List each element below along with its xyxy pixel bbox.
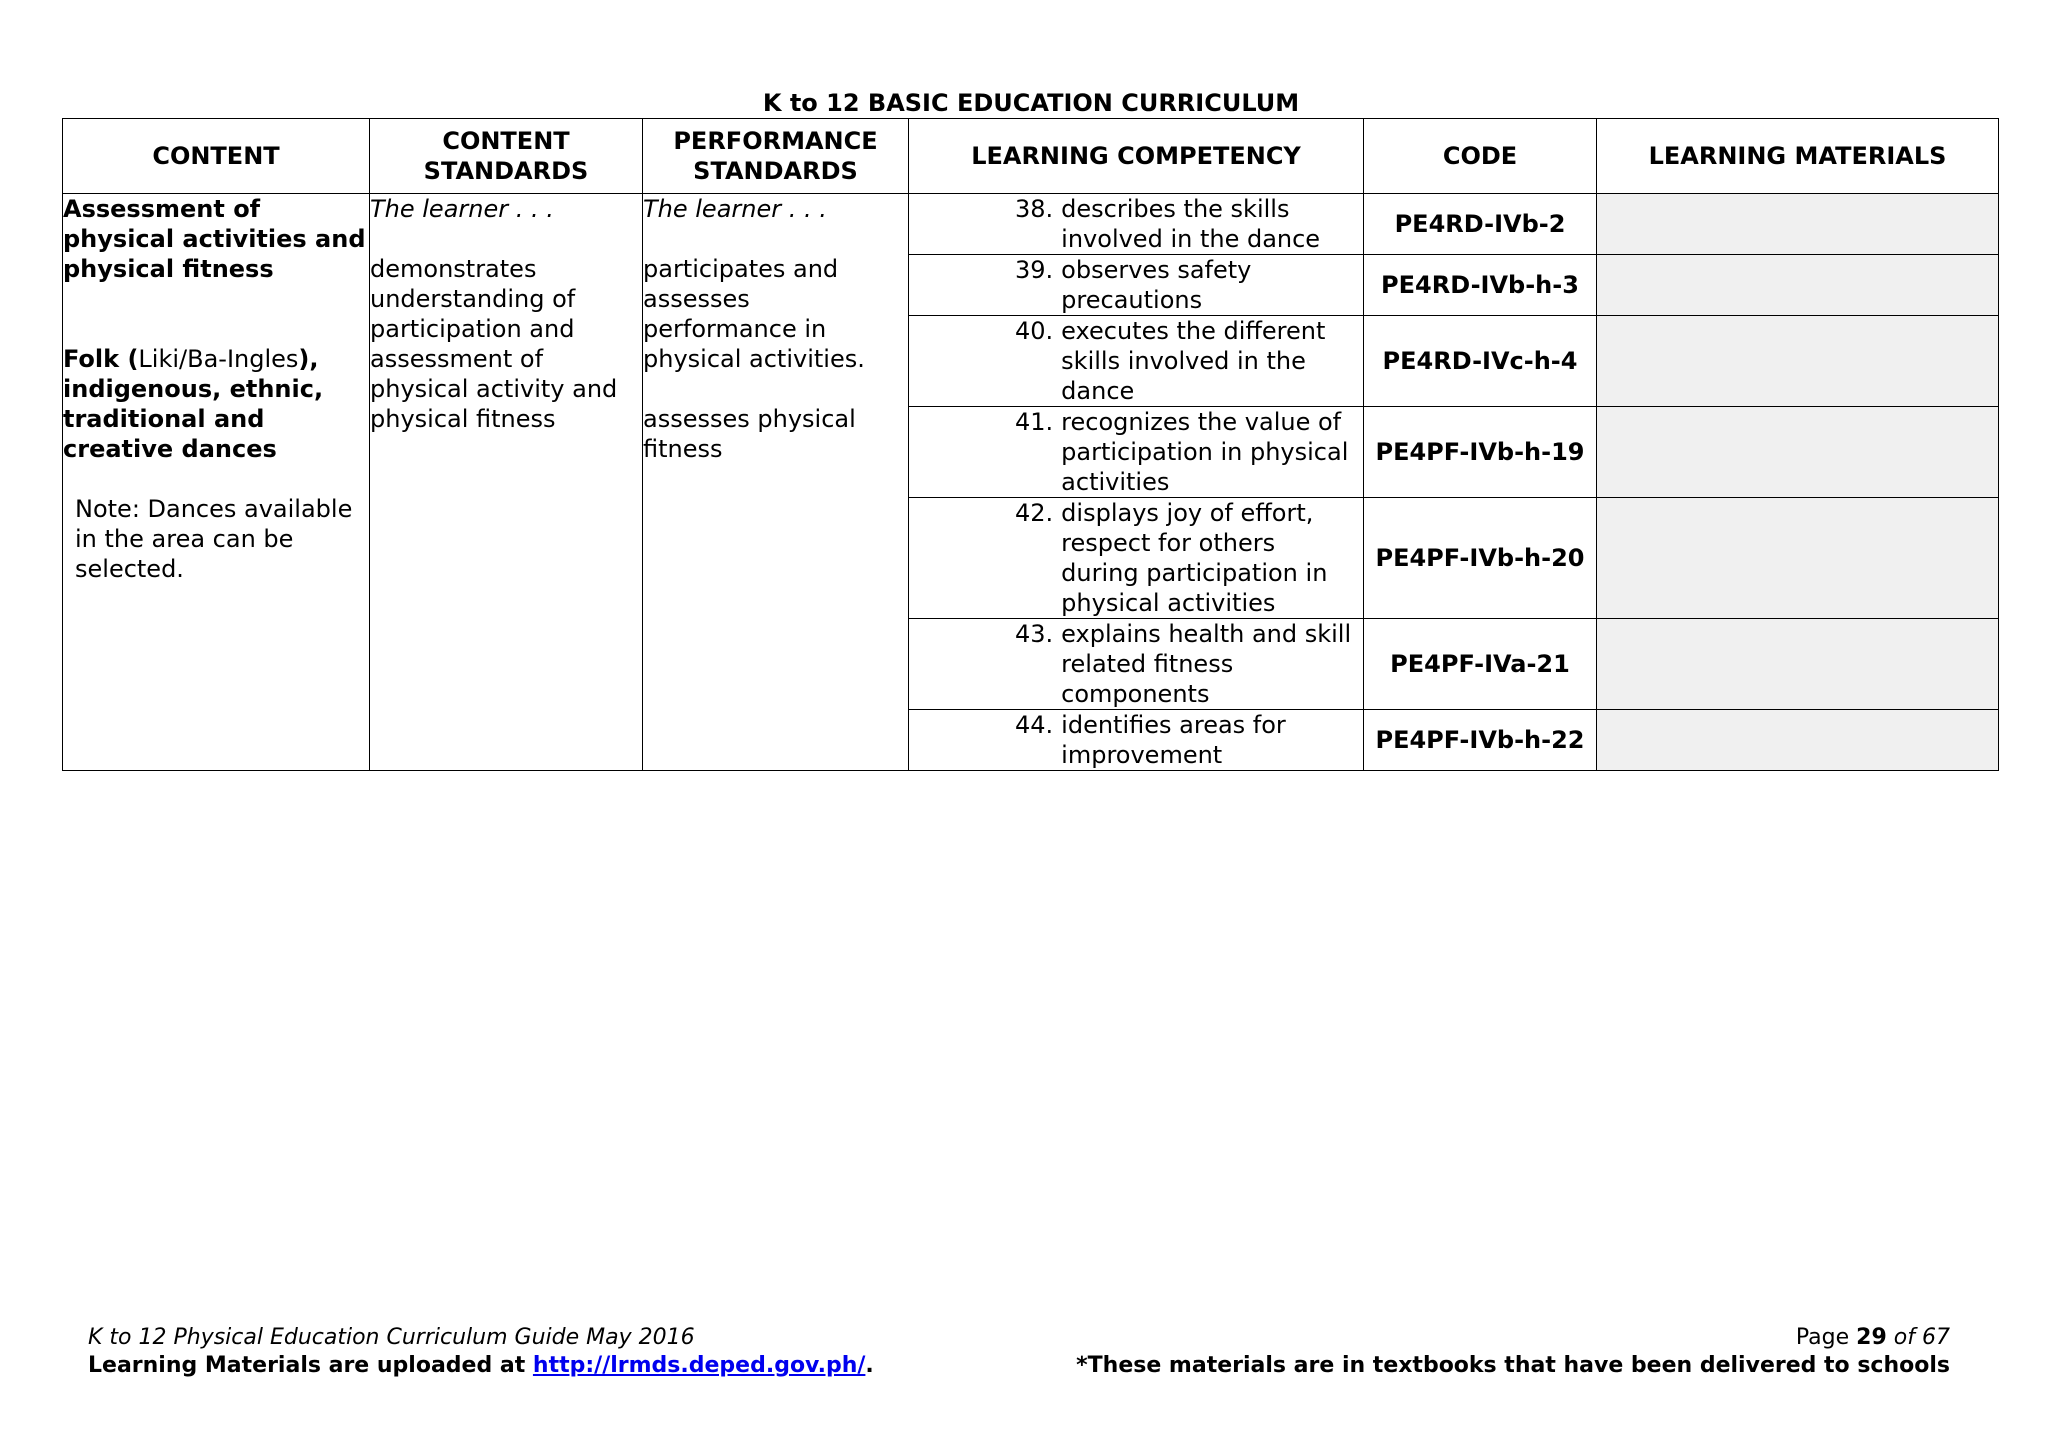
competency-cell: [909, 255, 1364, 316]
materials-cell: [1597, 619, 1999, 710]
code-cell: PE4RD-IVc-h-4: [1364, 316, 1597, 407]
content-cell: [63, 194, 370, 771]
competency-text: recognizes the value of participation in physical activities: [1061, 408, 1349, 496]
table-row: [63, 194, 1999, 255]
header-learning-competency: LEARNING COMPETENCY: [909, 119, 1364, 194]
header-learning-materials: LEARNING MATERIALS: [1597, 119, 1999, 194]
performance-standards-cell: [643, 194, 909, 771]
materials-cell: [1597, 316, 1999, 407]
competency-number: 43.: [1015, 620, 1054, 648]
code-cell: PE4PF-IVb-h-22: [1364, 710, 1597, 771]
footer-upload-note: Learning Materials are uploaded at http://lrmds.deped.gov.ph/.: [88, 1353, 874, 1378]
page-footer: [88, 1324, 1950, 1380]
footer-page-number: Page 29 of 67: [1795, 1325, 1950, 1350]
competency-cell: [909, 498, 1364, 619]
content-standards-text: demonstrates understanding of participation and assessment of physical activity and physical fitness: [370, 255, 618, 433]
footer-textbook-note: *These materials are in textbooks that have been delivered to schools: [1076, 1353, 1950, 1378]
footer-guide-title: K to 12 Physical Education Curriculum Guide May 2016: [88, 1325, 695, 1350]
materials-cell: [1597, 194, 1999, 255]
content-standards-intro: The learner . . .: [370, 195, 554, 223]
code-cell: PE4PF-IVb-h-20: [1364, 498, 1597, 619]
competency-cell: [909, 710, 1364, 771]
competency-number: 40.: [1015, 317, 1054, 345]
performance-standards-text: assesses physical fitness: [643, 405, 856, 463]
materials-cell: [1597, 407, 1999, 498]
performance-standards-text: participates and assesses performance in physical activities.: [643, 255, 865, 373]
competency-number: 38.: [1015, 195, 1054, 223]
curriculum-table: [62, 118, 1999, 771]
competency-number: 42.: [1015, 499, 1054, 527]
lrmds-link[interactable]: http://lrmds.deped.gov.ph/: [532, 1353, 866, 1378]
competency-number: 39.: [1015, 256, 1054, 284]
competency-text: describes the skills involved in the dance: [1061, 195, 1321, 253]
competency-cell: [909, 619, 1364, 710]
competency-text: executes the different skills involved in the dance: [1061, 317, 1326, 405]
content-heading: Assessment of physical activities and physical fitness: [63, 195, 366, 283]
content-folk: Folk (Liki/Ba-Ingles), indigenous, ethnic, traditional and creative dances: [63, 345, 324, 463]
code-cell: PE4PF-IVa-21: [1364, 619, 1597, 710]
competency-number: 41.: [1015, 408, 1054, 436]
code-cell: PE4PF-IVb-h-19: [1364, 407, 1597, 498]
header-code: CODE: [1364, 119, 1597, 194]
header-content-standards: CONTENT STANDARDS: [370, 119, 643, 194]
content-note: Note: Dances available in the area can be selected.: [75, 495, 353, 583]
competency-cell: [909, 407, 1364, 498]
competency-text: displays joy of effort, respect for others during participation in physical activities: [1061, 499, 1328, 617]
competency-number: 44.: [1015, 711, 1054, 739]
competency-cell: [909, 194, 1364, 255]
materials-cell: [1597, 710, 1999, 771]
competency-text: observes safety precautions: [1061, 256, 1252, 314]
code-cell: PE4RD-IVb-h-3: [1364, 255, 1597, 316]
materials-cell: [1597, 255, 1999, 316]
header-performance-standards: PERFORMANCE STANDARDS: [643, 119, 909, 194]
header-content: CONTENT: [63, 119, 370, 194]
materials-cell: [1597, 498, 1999, 619]
header-row: [63, 119, 1999, 194]
performance-standards-intro: The learner . . .: [643, 195, 827, 223]
competency-cell: [909, 316, 1364, 407]
page-title: K to 12 BASIC EDUCATION CURRICULUM: [762, 89, 1300, 117]
content-standards-cell: [370, 194, 643, 771]
competency-text: explains health and skill related fitness components: [1061, 620, 1352, 708]
competency-text: identifies areas for improvement: [1061, 711, 1286, 769]
code-cell: PE4RD-IVb-2: [1364, 194, 1597, 255]
